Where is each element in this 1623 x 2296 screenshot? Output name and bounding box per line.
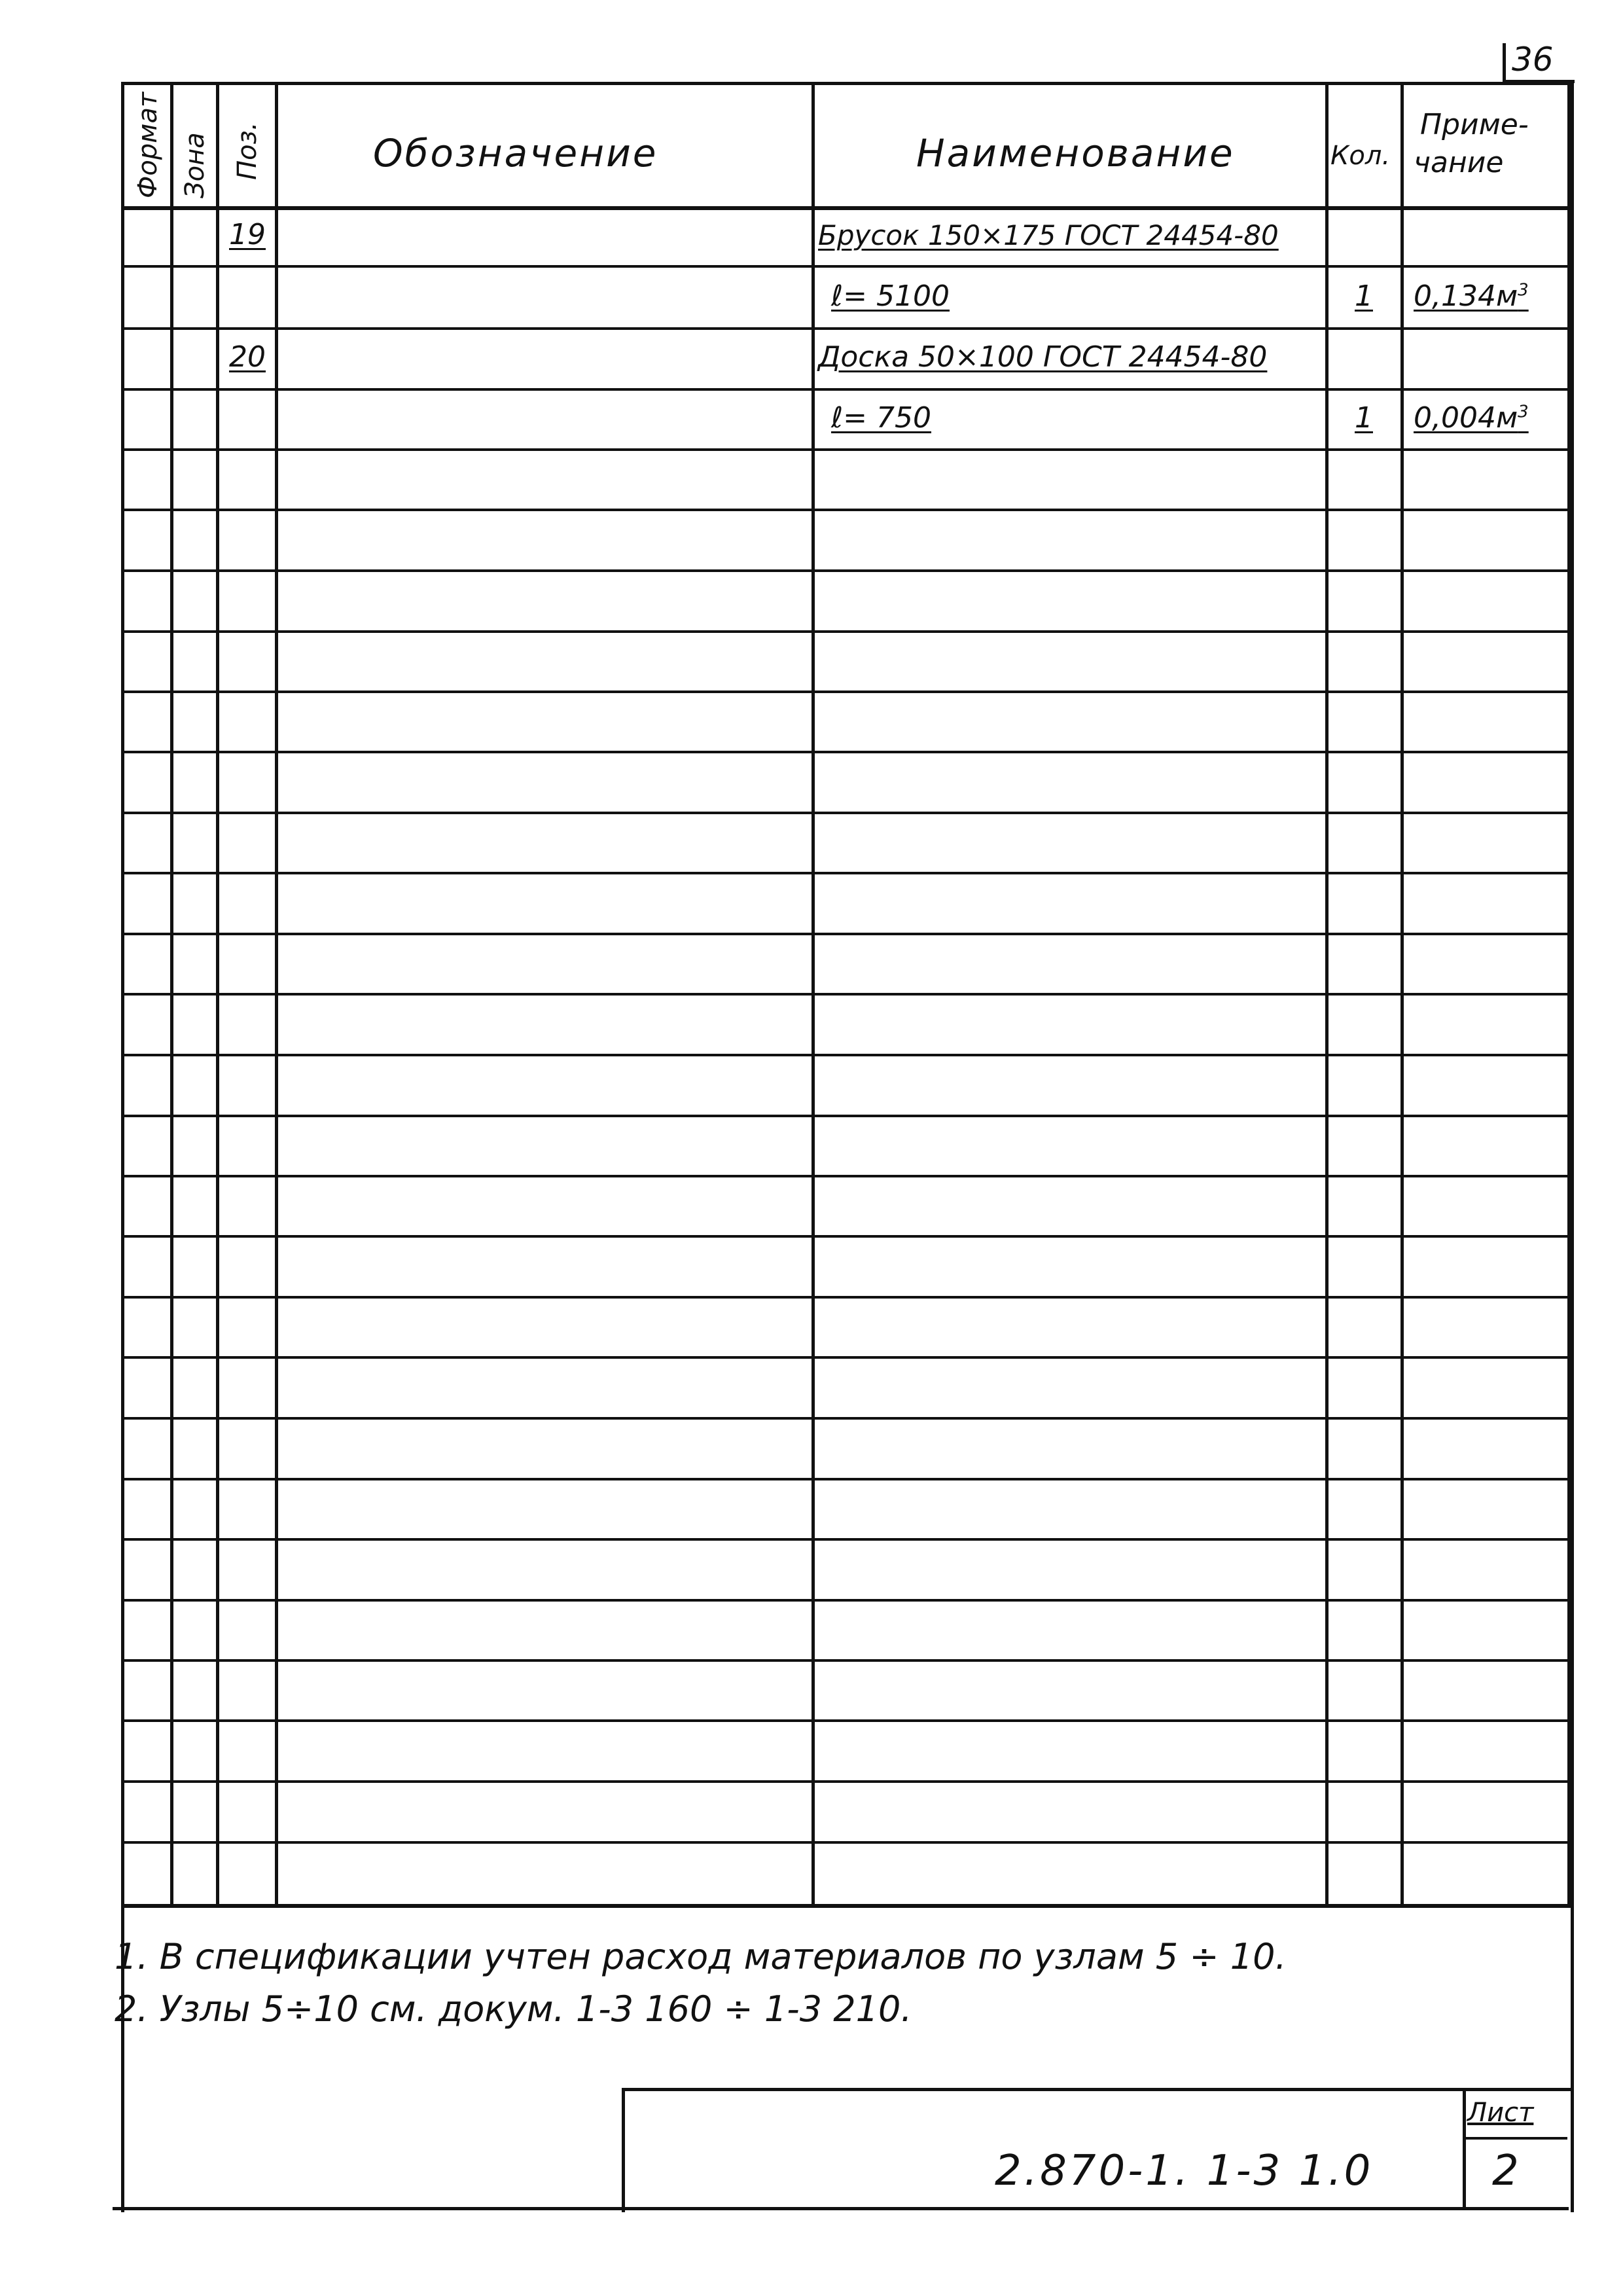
title-block-sheet-divider (1463, 2088, 1466, 2209)
row-line (121, 1841, 1571, 1844)
row-line (121, 448, 1571, 451)
bottom-rule (113, 2207, 1569, 2210)
row-line (121, 1115, 1571, 1117)
row-name: ℓ= 5100 (831, 279, 950, 313)
page-number: 36 (1512, 41, 1554, 79)
row-line (121, 1417, 1571, 1420)
header-name: Наименование (916, 131, 1235, 175)
document-code: 2.870-1. 1-3 1.0 (995, 2147, 1374, 2195)
row-line (121, 1235, 1571, 1238)
row-line (121, 1719, 1571, 1722)
sheet-label: Лист (1467, 2098, 1534, 2128)
row-line (121, 1599, 1571, 1602)
notes-block (115, 1931, 1287, 2036)
row-line (121, 1478, 1571, 1480)
row-line (121, 1296, 1571, 1299)
row-qty: 1 (1355, 279, 1373, 313)
header-format: Формат (133, 92, 163, 198)
row-line (121, 630, 1571, 633)
row-line (121, 1659, 1571, 1662)
row-line (121, 1356, 1571, 1359)
row-line (121, 1538, 1571, 1541)
row-line (121, 1054, 1571, 1056)
row-line (121, 872, 1571, 874)
header-pos: Поз. (232, 122, 262, 180)
row-line (121, 812, 1571, 814)
row-line (121, 327, 1571, 330)
row-line (121, 509, 1571, 511)
row-line (121, 569, 1571, 572)
header-zone: Зона (180, 132, 210, 198)
header-note-line2: чание (1414, 146, 1504, 179)
header-designation: Обозначение (373, 131, 658, 175)
row-line (121, 691, 1571, 693)
row-line (121, 265, 1571, 268)
row-name: ℓ= 750 (831, 401, 932, 435)
row-line (121, 993, 1571, 996)
row-name: Брусок 150×175 ГОСТ 24454-80 (818, 219, 1279, 251)
row-pos: 19 (229, 218, 266, 251)
row-name: Доска 50×100 ГОСТ 24454-80 (818, 340, 1268, 374)
header-separator (121, 206, 1571, 210)
row-line (121, 933, 1571, 935)
row-qty: 1 (1355, 401, 1373, 435)
header-note-line1: Приме- (1420, 108, 1529, 141)
note-line: 2. Узлы 5÷10 см. докум. 1-3 160 ÷ 1-3 210. (115, 1988, 912, 2030)
row-line (121, 751, 1571, 753)
row-line (121, 388, 1571, 391)
row-note: $0,004м^3$ (1414, 401, 1529, 435)
row-line (121, 1780, 1571, 1783)
sheet-number: 2 (1492, 2147, 1519, 2195)
header-qty: Кол. (1330, 141, 1391, 171)
title-block-sheet-hline (1463, 2137, 1567, 2140)
table-bottom-border (121, 1904, 1571, 1908)
page-number-tick (1503, 43, 1506, 82)
note-line: 1. В спецификации учтен расход материалов по узлам 5 ÷ 10. (115, 1936, 1287, 1977)
row-line (121, 1175, 1571, 1177)
specification-table (121, 82, 1571, 1908)
row-pos: 20 (229, 340, 266, 374)
row-note: $0,134м^3$ (1414, 279, 1529, 313)
